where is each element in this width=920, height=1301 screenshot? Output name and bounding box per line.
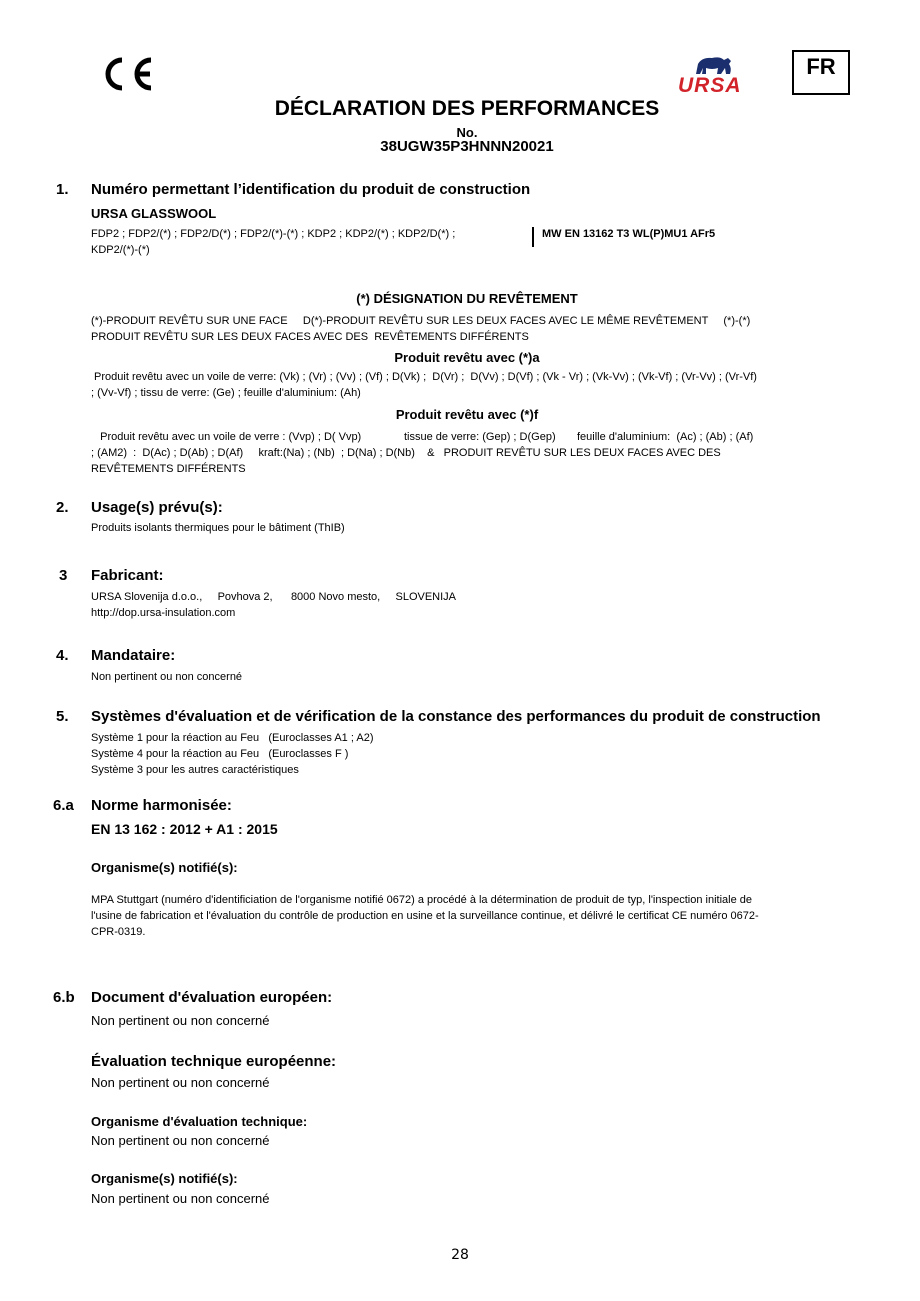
section-5-number: 5. (56, 708, 69, 725)
section-5-title: Systèmes d'évaluation et de vérification de la constance des performances du produit de construction (91, 708, 821, 725)
system-line2: Système 4 pour la réaction au Feu (Euroclasses F ) (91, 748, 349, 760)
system-line3: Système 3 pour les autres caractéristiques (91, 764, 299, 776)
coating-line1: (*)-PRODUIT REVÊTU SUR UNE FACE D(*)-PRODUIT REVÊTU SUR LES DEUX FACES AVEC LE MÊME REVÊTEMENT (*)-(*) (91, 315, 751, 327)
section-6a-number: 6.a (53, 797, 74, 814)
section-2-text: Produits isolants thermiques pour le bâtiment (ThIB) (91, 522, 345, 534)
harmonised-standard: EN 13 162 : 2012 + A1 : 2015 (91, 821, 278, 837)
notified-line3: CPR-0319. (91, 926, 146, 938)
eta-text: Non pertinent ou non concerné (91, 1075, 270, 1090)
section-6b-title: Document d'évaluation européen: (91, 989, 333, 1006)
brand-wordmark: URSA (678, 74, 742, 97)
section-6a-title: Norme harmonisée: (91, 797, 232, 814)
section-3-number: 3 (59, 567, 68, 584)
coating-a-line1: Produit revêtu avec un voile de verre: (Vk) ; (Vr) ; (Vv) ; (Vf) ; D(Vk) ; D(Vr) ; D(Vv) ; D(Vf) ; (Vk - Vr) ; (Vk-Vv) ; (Vk-Vf) ; (Vr-Vv) ; (Vr-Vf) (91, 371, 757, 383)
section-6b-text: Non pertinent ou non concerné (91, 1013, 270, 1028)
product-name: URSA GLASSWOOL (91, 206, 217, 221)
manufacturer-address: URSA Slovenija d.o.o., Povhova 2, 8000 Novo mesto, SLOVENIJA (91, 591, 457, 603)
system-line1: Système 1 pour la réaction au Feu (Euroclasses A1 ; A2) (91, 732, 374, 744)
document-number: 38UGW35P3HNNN20021 (380, 138, 554, 155)
notified-line2: l'usine de fabrication et l'évaluation du contrôle de production en usine et la surveillance continue, et délivré le certificat CE numéro 0672- (91, 910, 759, 922)
section-6b-number: 6.b (53, 989, 75, 1006)
coating-f-line1: Produit revêtu avec un voile de verre : (Vvp) ; D( Vvp) tissue de verre: (Gep) ; D(Gep) feuille d'aluminium: (Ac) ; (Ab) ; (Af) (91, 431, 754, 443)
section-3-title: Fabricant: (91, 567, 164, 584)
nb-text: Non pertinent ou non concerné (91, 1191, 270, 1206)
coating-title: (*) DÉSIGNATION DU REVÊTEMENT (356, 291, 578, 306)
no-label: No. (456, 125, 478, 140)
page-title: DÉCLARATION DES PERFORMANCES (274, 97, 660, 120)
coating-line2: PRODUIT REVÊTU SUR LES DEUX FACES AVEC DES REVÊTEMENTS DIFFÉRENTS (91, 331, 529, 343)
nb-title: Organisme(s) notifié(s): (91, 1171, 238, 1186)
ce-mark (100, 56, 156, 92)
coating-f-line3: REVÊTEMENTS DIFFÉRENTS (91, 463, 246, 475)
code-separator (532, 227, 534, 247)
page-number: 28 (451, 1247, 469, 1263)
coating-sub-a: Produit revêtu avec (*)a (394, 350, 540, 365)
coating-sub-f: Produit revêtu avec (*)f (395, 407, 539, 422)
designation-code: MW EN 13162 T3 WL(P)MU1 AFr5 (542, 228, 716, 240)
tab-text: Non pertinent ou non concerné (91, 1133, 270, 1148)
section-4-title: Mandataire: (91, 647, 176, 664)
manufacturer-url[interactable]: http://dop.ursa-insulation.com (91, 607, 236, 619)
section-2-title: Usage(s) prévu(s): (91, 499, 223, 516)
eta-title: Évaluation technique européenne: (91, 1053, 337, 1070)
section-2-number: 2. (56, 499, 69, 516)
section-4-number: 4. (56, 647, 69, 664)
product-codes-line1: FDP2 ; FDP2/(*) ; FDP2/D(*) ; FDP2/(*)-(*) ; KDP2 ; KDP2/(*) ; KDP2/D(*) ; (91, 228, 456, 240)
language-badge: FR (792, 50, 850, 95)
tab-title: Organisme d'évaluation technique: (91, 1114, 308, 1129)
ursa-logo (676, 52, 748, 98)
coating-f-line2: ; (AM2) : D(Ac) ; D(Ab) ; D(Af) kraft:(Na) ; (Nb) ; D(Na) ; D(Nb) & PRODUIT REVÊTU SUR LES DEUX FACES AVEC DES (91, 447, 721, 459)
product-codes-line2: KDP2/(*)-(*) (91, 244, 150, 256)
coating-a-line2: ; (Vv-Vf) ; tissu de verre: (Ge) ; feuille d'aluminium: (Ah) (91, 387, 361, 399)
notified-line1: MPA Stuttgart (numéro d'identificiation de l'organisme notifié 0672) a procédé à la détermination de produit de typ, l'inspection initiale de (91, 894, 752, 906)
section-4-text: Non pertinent ou non concerné (91, 671, 243, 683)
section-1-title: Numéro permettant l’identification du produit de construction (91, 181, 531, 198)
section-1-number: 1. (56, 181, 69, 198)
notified-bodies-title: Organisme(s) notifié(s): (91, 860, 238, 875)
